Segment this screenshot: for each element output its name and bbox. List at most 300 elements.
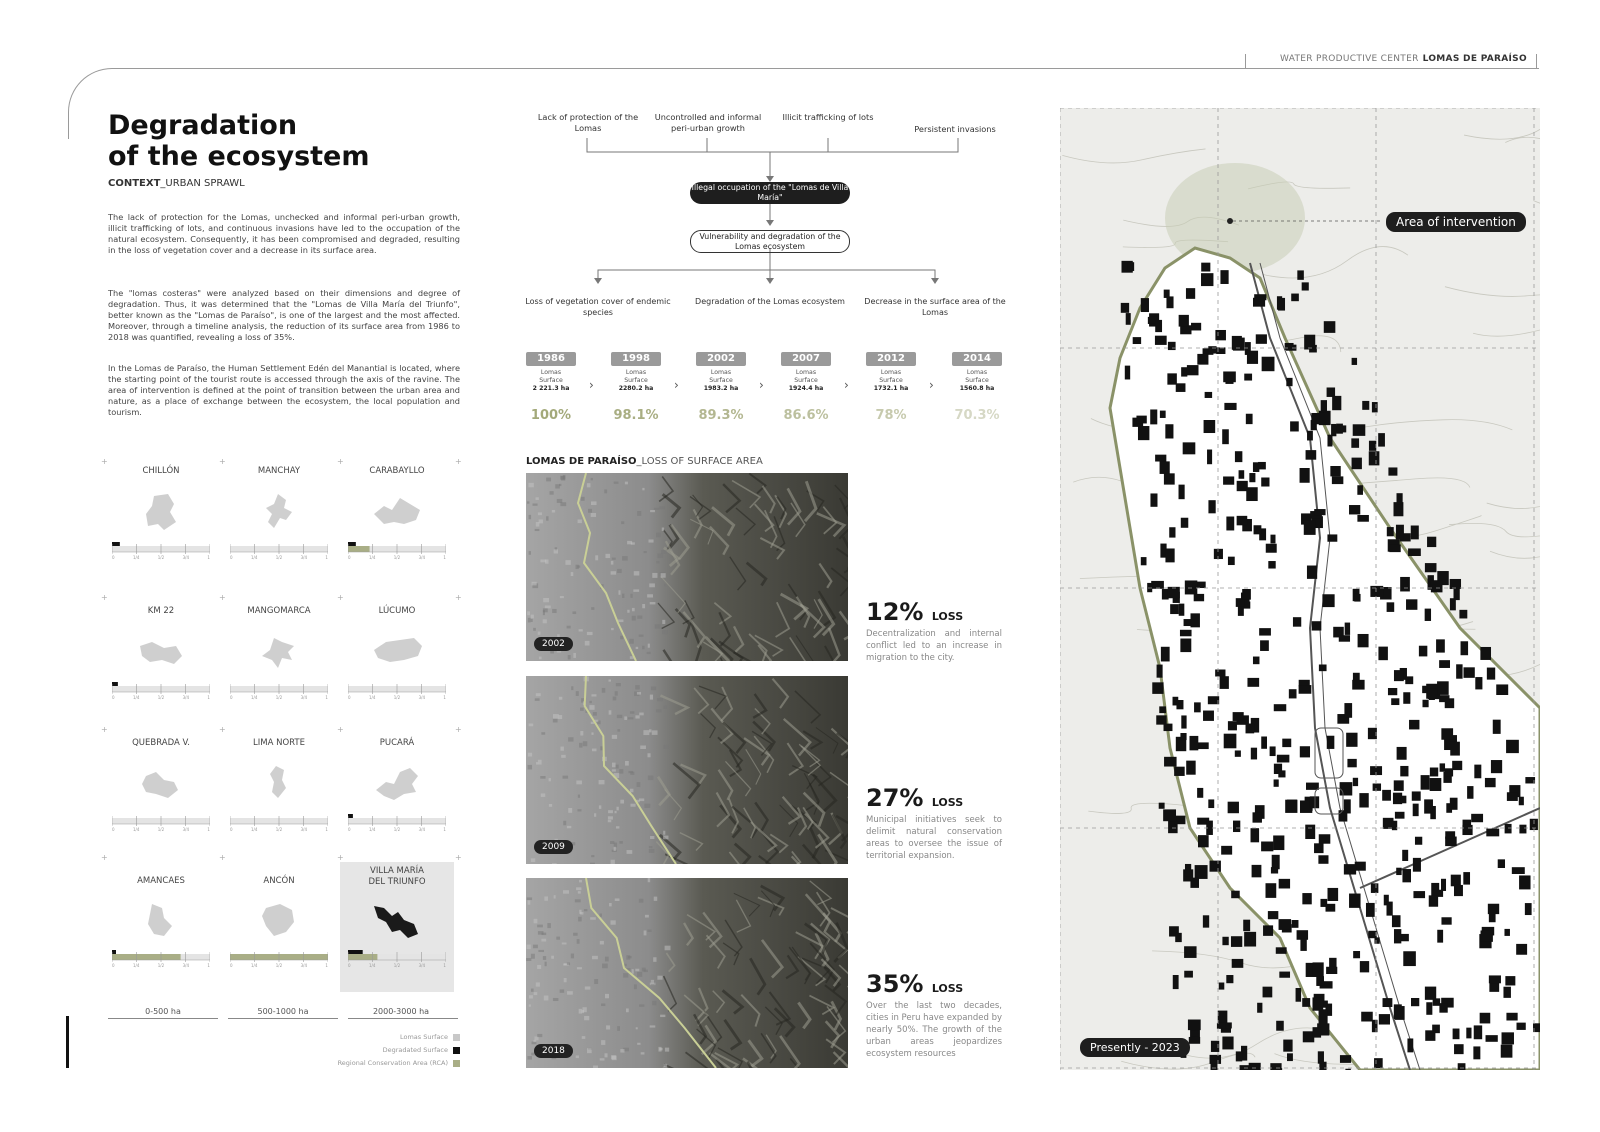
building-block (1313, 962, 1324, 976)
building-block (1388, 467, 1397, 475)
building-block (1261, 842, 1273, 852)
building-block (1425, 563, 1437, 572)
axis-tick-label: 1/2 (275, 555, 283, 560)
building-block (1133, 337, 1141, 344)
building-block (1415, 837, 1422, 845)
building-block (1276, 1021, 1284, 1031)
paragraph-2: The "lomas costeras" were analyzed based on their dimensions and degree of degradation. Thus, it was determined that the "Lomas de Villa María del Triunfo", better known as the "Lomas de Paraíso", is one of the largest and the most affected. Moreover, through a timeline analysis, the reduction of its surface area from 1986 to 2018 was quantified, revealing a loss of 35%. (108, 288, 460, 342)
building-block (1164, 757, 1177, 767)
site-name-line: QUEBRADA V. (132, 738, 190, 748)
legend-label: Lomas Surface (399, 1033, 448, 1041)
building-block (1352, 458, 1362, 470)
cause-item: Lack of protection of the Lomas (537, 112, 639, 133)
axis-tick-label: 1/2 (157, 827, 165, 832)
building-block (1306, 783, 1319, 790)
axis-tick-label: 1 (207, 827, 210, 832)
legend-item (300, 1046, 460, 1054)
building-block (1220, 270, 1228, 284)
timeline-year: 2012 (866, 352, 916, 366)
building-block (1180, 630, 1192, 636)
grid-corner-mark: + (337, 457, 344, 466)
header-prefix: WATER PRODUCTIVE CENTER (1280, 54, 1419, 64)
building-block (1450, 598, 1456, 610)
axis-tick-label: 0 (230, 695, 233, 700)
building-block (1305, 825, 1315, 839)
building-block (1439, 660, 1450, 668)
loss-word: LOSS (931, 982, 964, 995)
building-block (1491, 760, 1502, 773)
building-block (1314, 509, 1325, 515)
building-block (1168, 587, 1180, 598)
photos-title (526, 456, 763, 467)
axis-tick-label: 1/4 (368, 827, 376, 832)
building-block (1240, 1065, 1251, 1070)
building-block (1222, 937, 1228, 945)
loss-percentage (866, 784, 963, 812)
building-block (1258, 462, 1266, 469)
building-block (1394, 670, 1404, 681)
grid-corner-mark: + (219, 725, 226, 734)
building-block (1400, 796, 1406, 804)
axis-tick-label: 1/2 (393, 555, 401, 560)
axis-tick-label: 3/4 (418, 555, 426, 560)
axis-tick-label: 0 (112, 555, 115, 560)
building-block (1439, 695, 1449, 702)
title-line-1: Degradation (108, 110, 298, 141)
grid-corner-mark: + (101, 593, 108, 602)
loss-value: 35% (866, 970, 924, 998)
degraded-bar (348, 814, 353, 818)
building-block (1141, 557, 1147, 565)
legend-swatch (453, 1034, 460, 1041)
timeline-percentage: 70.3% (954, 408, 1000, 423)
building-block (1215, 669, 1225, 676)
building-block (1251, 828, 1260, 842)
site-surface-bar (112, 950, 210, 962)
building-block (1369, 451, 1380, 465)
building-block (1299, 685, 1312, 694)
urban-map-drawing (1060, 108, 1540, 1070)
building-block (1454, 587, 1460, 600)
building-block (1195, 865, 1208, 879)
building-block (1426, 1002, 1432, 1015)
building-block (1141, 298, 1149, 312)
building-block (1401, 934, 1409, 941)
lomas-site-card (104, 862, 218, 992)
axis-tick-label: 3/4 (300, 827, 308, 832)
building-block (1274, 1068, 1283, 1070)
building-block (1516, 944, 1527, 955)
building-block (1300, 939, 1306, 951)
site-silhouette (252, 898, 306, 942)
building-block (1252, 865, 1262, 877)
site-name-line: VILLA MARÍA (370, 866, 424, 876)
building-block (1480, 647, 1491, 660)
building-block (1452, 761, 1462, 770)
building-block (1180, 325, 1191, 334)
axis-tick-label: 1/2 (157, 963, 165, 968)
timeline-surface-info (526, 369, 576, 393)
building-block (1340, 1055, 1351, 1063)
lomas-site-card (340, 462, 454, 590)
site-name-line: CHILLÓN (142, 466, 180, 476)
building-block (1157, 665, 1163, 678)
axis-tick-label: 1 (325, 695, 328, 700)
building-block (1249, 473, 1255, 482)
building-block (1327, 387, 1335, 396)
building-block (1486, 829, 1499, 837)
page-subtitle (108, 178, 245, 189)
axis-tick-labels (348, 963, 446, 968)
building-block (1413, 804, 1419, 817)
building-block (1174, 816, 1185, 825)
building-block (1396, 868, 1401, 875)
aerial-photo (526, 878, 848, 1068)
site-name (104, 738, 218, 749)
building-block (1244, 932, 1256, 947)
grid-corner-mark: + (101, 457, 108, 466)
building-block (1422, 700, 1428, 707)
site-surface-bar (348, 814, 446, 826)
building-block (1173, 697, 1179, 706)
site-surface-bar (230, 682, 328, 694)
axis-tick-label: 3/4 (300, 555, 308, 560)
building-block (1197, 788, 1203, 798)
site-silhouette (370, 630, 424, 674)
axis-tick-label: 0 (348, 695, 351, 700)
site-name-line: AMANCAES (137, 876, 185, 886)
building-block (1228, 557, 1235, 565)
building-block (1263, 925, 1273, 935)
axis-tick-label: 1 (207, 695, 210, 700)
legend-item (300, 1059, 460, 1067)
lomas-site-card (222, 462, 336, 590)
building-block (1204, 420, 1216, 433)
building-block (1300, 468, 1310, 483)
building-block (1503, 987, 1510, 998)
building-block (1276, 947, 1287, 954)
building-block (1188, 1020, 1201, 1031)
range-underline (228, 1018, 338, 1019)
building-block (1445, 831, 1455, 839)
building-block (1246, 487, 1257, 501)
building-block (1344, 864, 1356, 874)
building-block (1352, 680, 1364, 690)
building-block (1287, 1053, 1293, 1061)
range-underline (348, 1018, 458, 1019)
lomas-site-card (104, 462, 218, 590)
building-block (1400, 577, 1410, 592)
building-block (1425, 987, 1436, 1000)
building-block (1176, 383, 1186, 392)
building-block (1395, 1006, 1405, 1020)
building-block (1231, 936, 1242, 947)
timeline-surface-label: Surface (794, 377, 818, 384)
vulnerability-node: Vulnerability and degradation of the Lomas ecosystem (690, 230, 850, 253)
axis-tick-labels (112, 695, 210, 700)
axis-tick-label: 1/4 (250, 827, 258, 832)
axis-tick-label: 3/4 (182, 555, 190, 560)
aerial-photo (526, 676, 848, 864)
axis-tick-label: 1/2 (275, 827, 283, 832)
timeline-surface-label: Lomas (625, 369, 647, 376)
building-block (1184, 946, 1196, 958)
range-underline (108, 1018, 218, 1019)
building-block (1283, 1040, 1292, 1052)
building-block (1223, 476, 1234, 484)
building-block (1166, 296, 1173, 308)
site-name (340, 738, 454, 749)
site-silhouette (134, 490, 188, 534)
building-block (1296, 988, 1301, 1002)
title-line-2: of the ecosystem (108, 141, 370, 172)
axis-tick-label: 3/4 (418, 695, 426, 700)
building-block (1389, 544, 1400, 552)
building-block (1450, 579, 1461, 589)
building-block (1374, 1058, 1383, 1068)
timeline-surface-label: Lomas (795, 369, 817, 376)
building-block (1263, 987, 1273, 998)
building-block (1184, 619, 1196, 626)
axis-tick-label: 1/2 (275, 695, 283, 700)
building-block (1318, 855, 1328, 864)
building-block (1289, 689, 1297, 698)
timeline-percentage: 78% (875, 408, 907, 423)
grid-corner-mark: + (337, 853, 344, 862)
building-block (1181, 518, 1188, 528)
building-block (1319, 834, 1331, 843)
building-block (1445, 768, 1453, 776)
legend-item (300, 1033, 460, 1041)
site-surface-bar (348, 542, 446, 554)
axis-tick-label: 0 (348, 827, 351, 832)
axis-tick-labels (112, 827, 210, 832)
building-block (1386, 902, 1392, 916)
building-block (1198, 835, 1209, 847)
conservation-bar (112, 954, 181, 960)
building-block (1383, 998, 1393, 1007)
building-block (1174, 767, 1185, 776)
presently-tag: Presently - 2023 (1080, 1038, 1190, 1057)
building-block (1501, 1045, 1513, 1058)
building-block (1480, 1013, 1491, 1024)
axis-tick-labels (112, 555, 210, 560)
building-block (1330, 466, 1340, 476)
building-block (1340, 782, 1353, 795)
building-block (1203, 711, 1214, 721)
building-block (1407, 1038, 1413, 1052)
site-name-line: PUCARÁ (379, 738, 415, 748)
degraded-bar (112, 682, 118, 686)
building-block (1243, 920, 1250, 931)
grid-corner-mark: + (455, 457, 462, 466)
building-block (1362, 401, 1369, 410)
building-block (1165, 424, 1173, 438)
building-block (1506, 1013, 1517, 1021)
building-block (1391, 698, 1399, 705)
legend-swatch (453, 1047, 460, 1054)
lomas-site-card (104, 602, 218, 730)
building-block (1286, 378, 1292, 386)
building-block (1368, 931, 1376, 938)
building-block (1312, 621, 1322, 630)
building-block (1378, 433, 1385, 446)
building-block (1505, 824, 1512, 834)
site-silhouette (134, 898, 188, 942)
site-name (222, 876, 336, 887)
axis-tick-label: 1/4 (368, 963, 376, 968)
loss-description: Decentralization and internal conflict led to an increase in migration to the city. (866, 629, 1002, 663)
building-block (1272, 855, 1280, 869)
header-divider (1245, 54, 1246, 68)
axis-tick-label: 1/4 (132, 555, 140, 560)
building-block (1519, 825, 1526, 834)
building-block (1369, 441, 1376, 451)
loss-value: 27% (866, 784, 924, 812)
building-block (1164, 724, 1173, 731)
building-block (1235, 451, 1242, 462)
axis-tick-label: 0 (230, 555, 233, 560)
effect-item: Decrease in the surface area of the Lomas (864, 297, 1006, 317)
building-block (1395, 812, 1405, 819)
building-block (1429, 895, 1438, 906)
timeline-surface-info (781, 369, 831, 393)
building-block (1293, 617, 1301, 627)
building-block (1121, 303, 1129, 313)
building-block (1441, 917, 1451, 924)
site-surface-bar (230, 814, 328, 826)
building-block (1152, 682, 1163, 694)
building-block (1502, 1032, 1514, 1044)
building-block (1147, 583, 1152, 592)
building-block (1253, 298, 1265, 307)
grid-corner-mark: + (101, 725, 108, 734)
building-block (1207, 450, 1212, 465)
building-block (1517, 1023, 1526, 1030)
axis-tick-label: 1 (207, 555, 210, 560)
building-block (1378, 647, 1387, 661)
axis-tick-label: 3/4 (418, 963, 426, 968)
timeline-surface-info (952, 369, 1002, 393)
building-block (1339, 810, 1348, 821)
building-block (1451, 875, 1461, 887)
building-block (1481, 930, 1493, 941)
building-block (1274, 779, 1279, 786)
building-block (1453, 1029, 1460, 1040)
building-block (1437, 930, 1443, 943)
site-name (340, 866, 454, 888)
building-block (1180, 639, 1191, 653)
axis-tick-labels (348, 695, 446, 700)
aerial-photo-image (526, 676, 848, 864)
axis-tick-labels (230, 695, 328, 700)
site-name (340, 606, 454, 617)
building-block (1408, 548, 1421, 556)
building-block (1397, 747, 1407, 760)
building-block (1279, 972, 1290, 978)
building-block (1278, 770, 1285, 777)
building-block (1353, 424, 1366, 436)
timeline-surface-info (696, 369, 746, 393)
header-place: LOMAS DE PARAÍSO (1422, 54, 1527, 64)
building-block (1406, 599, 1417, 610)
axis-tick-label: 1 (325, 555, 328, 560)
building-block (1179, 485, 1185, 500)
site-name-line: LÚCUMO (378, 606, 416, 616)
building-block (1312, 997, 1323, 1010)
building-block (1224, 403, 1236, 410)
loss-percentage (866, 598, 963, 626)
grid-corner-mark: + (219, 457, 226, 466)
building-block (1387, 602, 1395, 612)
building-block (1422, 686, 1427, 693)
building-block (1419, 646, 1427, 657)
axis-tick-label: 1 (325, 963, 328, 968)
building-block (1504, 929, 1509, 936)
building-block (1319, 411, 1331, 425)
building-block (1161, 647, 1170, 662)
lomas-site-card (222, 862, 336, 992)
building-block (1239, 470, 1245, 479)
range-label: 2000-3000 ha (372, 1007, 430, 1016)
building-block (1439, 1003, 1447, 1013)
building-block (1459, 610, 1467, 619)
axis-tick-labels (230, 555, 328, 560)
lomas-site-card (340, 734, 454, 862)
axis-tick-label: 1/2 (157, 695, 165, 700)
building-block (1458, 1063, 1466, 1070)
building-block (1150, 493, 1157, 506)
building-block (1251, 748, 1257, 760)
timeline-year: 2007 (781, 352, 831, 366)
building-block (1291, 294, 1299, 302)
building-block (1402, 850, 1408, 861)
aerial-photo-image (526, 878, 848, 1068)
building-block (1126, 313, 1131, 325)
building-block (1306, 450, 1317, 460)
building-block (1425, 609, 1431, 621)
building-block (1208, 696, 1219, 704)
building-block (1186, 761, 1195, 775)
axis-tick-label: 3/4 (300, 963, 308, 968)
building-block (1411, 998, 1419, 1006)
timeline-arrow-icon: › (589, 378, 594, 392)
photos-title-rest: _LOSS OF SURFACE AREA (636, 456, 763, 467)
building-block (1163, 809, 1176, 821)
axis-tick-label: 0 (348, 963, 351, 968)
legend-swatch (453, 1060, 460, 1067)
axis-tick-label: 0 (112, 963, 115, 968)
building-block (1466, 1028, 1471, 1039)
axis-tick-labels (112, 963, 210, 968)
building-block (1461, 641, 1469, 655)
building-block (1236, 1051, 1242, 1061)
timeline-year: 1998 (611, 352, 661, 366)
site-silhouette (252, 762, 306, 806)
building-block (1238, 607, 1244, 616)
building-block (1413, 891, 1425, 898)
axis-tick-label: 3/4 (418, 827, 426, 832)
building-block (1319, 1009, 1328, 1023)
site-surface-bar (230, 950, 328, 962)
building-block (1175, 933, 1182, 942)
axis-tick-labels (230, 827, 328, 832)
building-block (1427, 537, 1436, 547)
building-block (1279, 879, 1290, 889)
building-block (1194, 702, 1201, 712)
site-surface-bar (348, 950, 446, 962)
timeline-surface-label: Surface (965, 377, 989, 384)
